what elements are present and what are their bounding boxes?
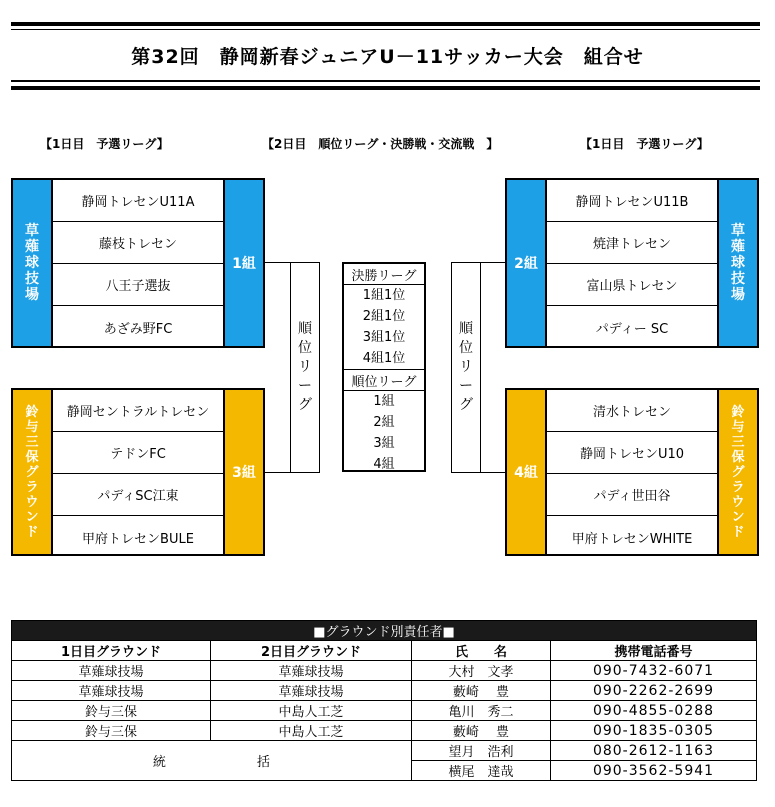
group-label-3: 3組 xyxy=(223,388,265,556)
venue-char: 草 xyxy=(731,223,745,239)
cell: 横尾 達哉 xyxy=(412,761,551,781)
team: 静岡トレセンU11B xyxy=(547,180,717,222)
final-league-item: 2組1位 xyxy=(362,309,406,324)
team: 八王子選抜 xyxy=(53,264,223,306)
page-title: 第32回 静岡新春ジュニアU－11サッカー大会 組合せ xyxy=(131,46,644,68)
table-row xyxy=(12,721,757,741)
column-header: 氏 名 xyxy=(412,641,551,661)
group-label-2: 2組 xyxy=(505,178,547,348)
connector xyxy=(265,472,291,473)
team: 甲府トレセンBULE xyxy=(82,531,194,547)
connector xyxy=(480,262,506,263)
venue-char: 三 xyxy=(25,434,39,450)
team: 静岡セントラルトレセン xyxy=(53,390,223,432)
cell: 亀川 秀二 xyxy=(412,701,551,721)
rank-league-title: 順位リーグ xyxy=(344,370,424,391)
rank-league-item: 1組 xyxy=(373,394,395,409)
team: 清水トレセン xyxy=(547,390,717,432)
team: パディSC江東 xyxy=(53,474,223,516)
venue-char: 場 xyxy=(731,287,745,303)
cell: 草薙球技場 xyxy=(211,661,412,681)
venue-char: ン xyxy=(731,509,745,525)
rank-char: 順 xyxy=(459,321,473,337)
final-league-item: 3組1位 xyxy=(362,330,406,345)
venue-char: 与 xyxy=(731,419,745,435)
group-label-4: 4組 xyxy=(505,388,547,556)
final-league-title: 決勝リーグ xyxy=(344,264,424,285)
team-list-group3 xyxy=(51,388,225,556)
responsible-table xyxy=(11,620,757,781)
cell: 藪崎 豊 xyxy=(412,681,551,701)
venue-char: 鈴 xyxy=(731,404,745,420)
venue-char: 三 xyxy=(731,434,745,450)
title-rule-top-1 xyxy=(11,22,760,26)
column-header: 2日目グラウンド xyxy=(211,641,412,661)
venue-group2 xyxy=(717,178,759,348)
venue-char: 球 xyxy=(25,255,39,271)
final-league-item: 1組1位 xyxy=(362,288,406,303)
title-rule-top-2 xyxy=(11,29,760,30)
venue-char: 場 xyxy=(25,287,39,303)
venue-group3 xyxy=(11,388,53,556)
rank-char: グ xyxy=(459,397,473,413)
venue-char: グ xyxy=(25,464,39,480)
venue-char: 球 xyxy=(731,255,745,271)
overall-label-2: 括 xyxy=(257,755,271,770)
column-header: 1日目グラウンド xyxy=(12,641,211,661)
venue-group4 xyxy=(717,388,759,556)
rank-char: リ xyxy=(298,359,312,375)
rank-char: 順 xyxy=(298,321,312,337)
venue-group1 xyxy=(11,178,53,348)
cell: 大村 文孝 xyxy=(412,661,551,681)
cell: 望月 浩利 xyxy=(412,741,551,761)
overall-label-1: 統 xyxy=(152,755,166,770)
cell: 090-4855-0288 xyxy=(551,701,757,721)
table-row xyxy=(12,741,757,761)
cell: 中島人工芝 xyxy=(211,721,412,741)
team: 静岡トレセンU10 xyxy=(547,432,717,474)
column-header: 携帯電話番号 xyxy=(551,641,757,661)
table-row xyxy=(12,661,757,681)
title-rule-bottom-1 xyxy=(11,80,760,82)
venue-char: ウ xyxy=(731,494,745,510)
team: パディ世田谷 xyxy=(547,474,717,516)
venue-char: 薙 xyxy=(25,239,39,255)
group-label-1: 1組 xyxy=(223,178,265,348)
cell: 鈴与三保 xyxy=(12,721,211,741)
cell: 中島人工芝 xyxy=(211,701,412,721)
team: 甲府トレセンWHITE xyxy=(571,531,693,547)
venue-char: ウ xyxy=(25,494,39,510)
rank-char: グ xyxy=(298,397,312,413)
venue-char: 保 xyxy=(25,449,39,465)
cell: 090-2262-2699 xyxy=(551,681,757,701)
team: 焼津トレセン xyxy=(547,222,717,264)
team-list-group4 xyxy=(545,388,719,556)
day-label-right: 【1日目 予選リーグ】 xyxy=(580,137,709,151)
connector xyxy=(480,472,506,473)
cell: 草薙球技場 xyxy=(12,661,211,681)
cell: 鈴与三保 xyxy=(12,701,211,721)
venue-char: ラ xyxy=(731,479,745,495)
cell: 藪崎 豊 xyxy=(412,721,551,741)
venue-char: 保 xyxy=(731,449,745,465)
rank-league-left xyxy=(290,262,320,473)
venue-char: 鈴 xyxy=(25,404,39,420)
team: 藤枝トレセン xyxy=(53,222,223,264)
center-box xyxy=(342,262,426,472)
rank-league-right xyxy=(451,262,481,473)
venue-char: 草 xyxy=(25,223,39,239)
team: テドンFC xyxy=(53,432,223,474)
overall-cell xyxy=(12,741,412,781)
rank-league-item: 3組 xyxy=(373,436,395,451)
rank-league-item: 4組 xyxy=(373,457,395,472)
rank-char: 位 xyxy=(459,340,473,356)
cell: 090-7432-6071 xyxy=(551,661,757,681)
table-header: ■グラウンド別責任者■ xyxy=(12,621,757,641)
cell: 080-2612-1163 xyxy=(551,741,757,761)
table-row xyxy=(12,701,757,721)
rank-league-item: 2組 xyxy=(373,415,395,430)
team: 静岡トレセンU11A xyxy=(53,180,223,222)
connector xyxy=(265,262,291,263)
venue-char: 技 xyxy=(731,271,745,287)
table-row xyxy=(12,681,757,701)
cell: 草薙球技場 xyxy=(211,681,412,701)
venue-char: 薙 xyxy=(731,239,745,255)
team-list-group2 xyxy=(545,178,719,348)
cell: 090-1835-0305 xyxy=(551,721,757,741)
team: パディー SC xyxy=(595,321,669,337)
rank-char: ー xyxy=(298,378,312,394)
rank-char: リ xyxy=(459,359,473,375)
cell: 草薙球技場 xyxy=(12,681,211,701)
team-list-group1 xyxy=(51,178,225,348)
title-rule-bottom-2 xyxy=(11,86,760,90)
venue-char: ド xyxy=(731,524,745,540)
rank-char: ー xyxy=(459,378,473,394)
venue-char: 与 xyxy=(25,419,39,435)
venue-char: グ xyxy=(731,464,745,480)
day-label-left: 【1日目 予選リーグ】 xyxy=(40,137,169,151)
rank-char: 位 xyxy=(298,340,312,356)
venue-char: ラ xyxy=(25,479,39,495)
cell: 090-3562-5941 xyxy=(551,761,757,781)
day-label-center: 【2日目 順位リーグ・決勝戦・交流戦 】 xyxy=(262,137,499,151)
venue-char: ド xyxy=(25,524,39,540)
venue-char: 技 xyxy=(25,271,39,287)
final-league-item: 4組1位 xyxy=(344,348,424,370)
team: 富山県トレセン xyxy=(547,264,717,306)
venue-char: ン xyxy=(25,509,39,525)
team: あざみ野FC xyxy=(103,321,173,337)
